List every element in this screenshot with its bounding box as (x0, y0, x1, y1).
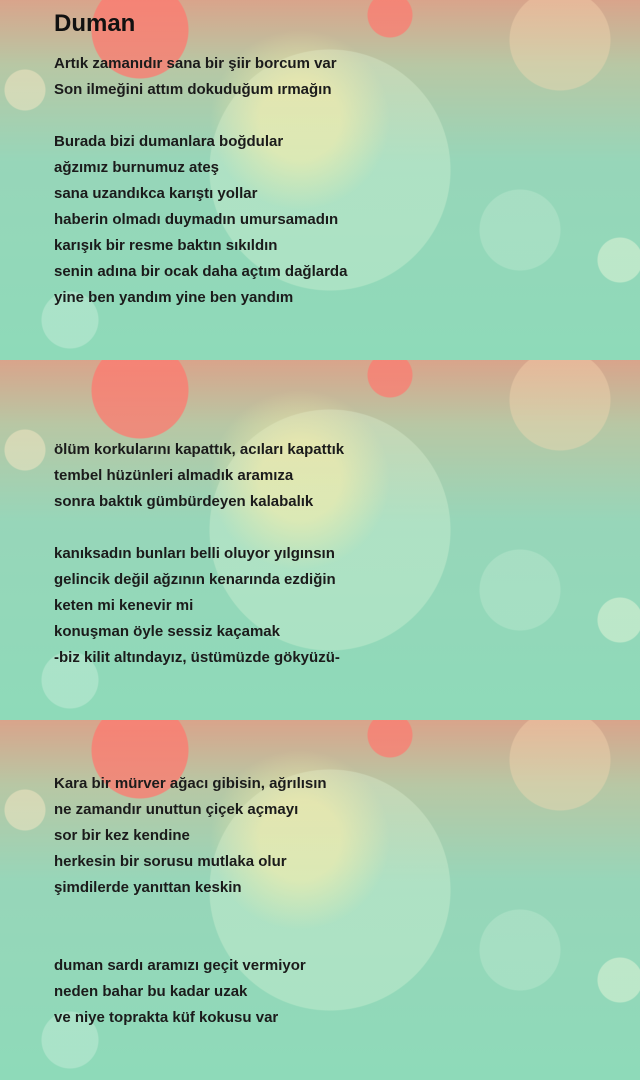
poem-line: Artık zamanıdır sana bir şiir borcum var (54, 55, 337, 72)
stanza (54, 51, 620, 103)
poem-line: yine ben yandım yine ben yandım (54, 289, 294, 306)
stanza (54, 437, 620, 515)
panel-2-text (54, 437, 620, 697)
poem-line: -biz kilit altındayız, üstümüzde gökyüzü- (54, 649, 340, 666)
poem-panel-3 (0, 720, 640, 1080)
poem-line: konuşman öyle sessiz kaçamak (54, 623, 280, 640)
stanza-gap (54, 927, 620, 953)
poem-line: haberin olmadı duymadın umursamadın (54, 211, 339, 228)
poem-line: sor bir kez kendine (54, 827, 190, 844)
poem-line: duman sardı aramızı geçit vermiyor (54, 957, 306, 974)
poem-title: Duman (54, 10, 136, 37)
poem-line: keten mi kenevir mi (54, 597, 194, 614)
stanza (54, 129, 620, 311)
poem-line: senin adına bir ocak daha açtım dağlarda (54, 263, 348, 280)
poem-line: Kara bir mürver ağacı gibisin, ağrılısın (54, 775, 327, 792)
poem-line: herkesin bir sorusu mutlaka olur (54, 853, 287, 870)
poem-line: kanıksadın bunları belli oluyor yılgınsın (54, 545, 335, 562)
stanza (54, 953, 620, 1031)
stanza (54, 771, 620, 901)
poem-line: ölüm korkularını kapattık, acıları kapattık (54, 441, 345, 458)
poem-line: ne zamandır unuttun çiçek açmayı (54, 801, 299, 818)
poem-line: karışık bir resme baktın sıkıldın (54, 237, 278, 254)
poem-panel-1 (0, 0, 640, 360)
poem-line: sana uzandıkca karıştı yollar (54, 185, 258, 202)
panel-3-text (54, 771, 620, 1057)
poem-line: şimdilerde yanıttan keskin (54, 879, 242, 896)
stanza (54, 541, 620, 671)
poem-line: gelincik değil ağzının kenarında ezdiğin (54, 571, 336, 588)
panel-1-text (54, 51, 620, 337)
poem-line: Son ilmeğini attım dokuduğum ırmağın (54, 81, 332, 98)
poem-line: neden bahar bu kadar uzak (54, 983, 248, 1000)
poem-line: Burada bizi dumanlara boğdular (54, 133, 284, 150)
poem-line: sonra baktık gümbürdeyen kalabalık (54, 493, 314, 510)
poem-panel-2 (0, 360, 640, 720)
poem-line: ağzımız burnumuz ateş (54, 159, 220, 176)
poem-line: tembel hüzünleri almadık aramıza (54, 467, 294, 484)
poem-line: ve niye toprakta küf kokusu var (54, 1009, 279, 1026)
